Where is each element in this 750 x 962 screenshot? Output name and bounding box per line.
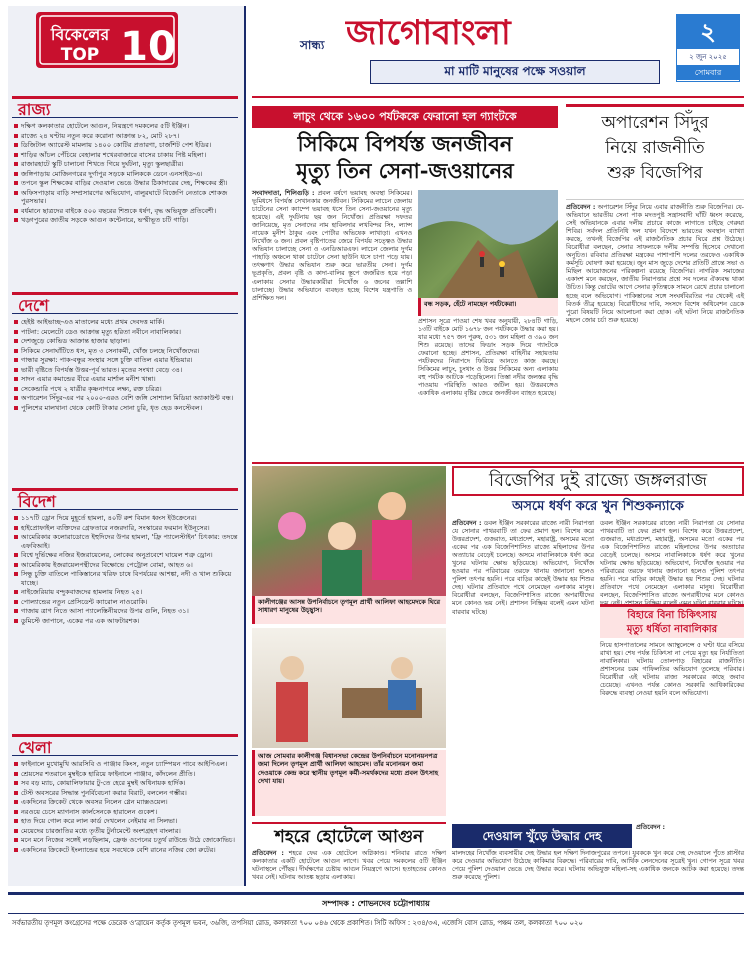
lead-headline-line2: মৃত্যু তিন সেনা-জওয়ানের [296, 158, 514, 183]
news-item: মনে মনে নিজের সঙ্গেই লড়ছিলাম, ফ্রেঞ্চ ওপেনের চতুর্থ রাউন্ডে উঠে জোকোভিচ। [14, 836, 240, 845]
news-item: টেস্ট অবসরের সিদ্ধান্ত পুনর্বিবেচনা করার বিরাট, বললেন গম্ভীর। [14, 789, 240, 798]
news-item: শাড়ির আঁচল পেঁচিয়ে বেহালার শখেরবাজারে বাসের চাকায় পিষ্ট মহিলা। [14, 151, 240, 160]
news-item: পুলিশের মালখানা থেকে কোটি টাকার সোনা চুরি, ধৃত হেড কনস্টেবল। [14, 404, 240, 413]
news-item: ডিজিটাল অ্যারেস্ট মামলায় ১৪০০ কোটির প্রতারণা, চার্জশিট পেশ ইডির। [14, 141, 240, 150]
news-item: রাজারহাটে স্কুটি চালানো শিখতে গিয়ে দুর্ঘটনা, মৃত্যু স্কুলছাত্রীর। [14, 160, 240, 169]
date-block [676, 14, 740, 82]
news-item: সেকেন্ডারি পথে ২ যাত্রীর কৃষ্ণনাগরে লক্ষ্য, রক্ত চরিত্র। [14, 385, 240, 394]
oped-title-line2: নিয়ে রাজনীতি [605, 138, 705, 158]
hotel-byline: প্রতিবেদন : [252, 850, 284, 857]
nomination-photo [252, 628, 446, 748]
dewal-byline: প্রতিবেদন : [636, 824, 666, 831]
section-list-sports [14, 760, 240, 882]
issue-date: ২ জুন ২০২৫ [689, 53, 727, 61]
top10-number: 10 [120, 24, 176, 70]
news-item: নাইজেরিয়ায় বন্দুকবাজদের হামলায় নিহত ২৫। [14, 588, 240, 597]
news-item: ১১৭টি ড্রোন দিয়ে মুহূর্তে হামলা, ৪০টি রুশ বিমান ধ্বংস ইউক্রেনের। [14, 514, 240, 523]
news-item: আমেরিকার কলোরাডোতে ইহুদিদের উপর হামলা, 'ফ্রি প্যালেস্টাইন' চিৎকার: তদন্তে এফবিআই। [14, 533, 240, 550]
bjp-headline: বিজেপির দুই রাজ্যে জঙ্গলরাজ [452, 466, 744, 496]
lead-byline: সংবাদদাতা, শিলিগুড়ি : [252, 190, 315, 197]
section-title-world: বিদেশ [12, 488, 238, 510]
page-number: ২ [677, 15, 739, 49]
news-item: একদিনের ক্রিকেটে ইংল্যান্ডের হয়ে সবথেকে বেশি রানের নজির জো রুটের। [14, 846, 240, 855]
editor-name: শোভনদেব চট্টোপাধ্যায় [357, 899, 430, 908]
office-photo-icon [252, 628, 446, 748]
top10-badge [32, 8, 182, 72]
news-item: হেইষ্ট আইভাচ্ছ-এও মাতালের মধ্যে প্রথম দেবদত্ত মার্কি। [14, 318, 240, 327]
oped-byline: প্রতিবেদন : [566, 204, 596, 211]
news-item: জঙ্গিপাড়ায় মোজিনগরের দুর্গাপুর সড়কে মালিককে ডেনে এনসাইড-এ। [14, 170, 240, 179]
news-item: হাইপ্রোফাইল ব্যক্তিদের গ্রেফতারে নজরদারি, সংস্কারের ফরমান ইউনূসের। [14, 524, 240, 533]
news-item: ডুমিস্টে জাপানে, একের পর এক আফটারশক। [14, 617, 240, 626]
news-item: সাদন এয়ার কমান্ডের বীরে এয়ার মার্শাল মনীশ খান্না। [14, 375, 240, 384]
news-item: পোল্যান্ডের নতুন প্রেসিডেন্ট ক্যারোল নাওরোকি। [14, 598, 240, 607]
news-item: সব বড় ম্যাচ, কোয়ালিফায়ার টু-তে হেরে মুম্বই অধিনায়ক হার্দিক। [14, 779, 240, 788]
section-list-world [14, 514, 240, 728]
editor-label: সম্পাদক : [322, 899, 355, 908]
dewal-headline: দেওয়াল খুঁড়ে উদ্ধার দেহ [452, 824, 632, 848]
landslide-photo-icon [418, 190, 558, 298]
news-item: শ্রেয়সের শতরানে মুম্বইকে হারিয়ে ফাইনালে পাঞ্জাব, কাঁদলেন প্রীতি। [14, 770, 240, 779]
masthead-prefix: সান্ধ্য [300, 38, 325, 52]
section-list-national [14, 318, 240, 480]
oped-title-line3: শুরু বিজেপির [607, 163, 703, 183]
footer [8, 892, 744, 956]
news-item: একদিনের ক্রিকেট থেকে অবসর নিলেন গ্লেন ম্যাক্সওয়েল। [14, 798, 240, 807]
dewal-intro [636, 824, 744, 850]
bihar-body: নিয়ে হাসপাতালের সামনে অ্যাম্বুলেন্সে ৫ ঘণ্টা ধরে বসিয়ে রাখা হয়। শেষ পর্যন্ত চিকিৎসা না পেয়ে মৃত্যু হয় নির্যাতিতা নাবালিকার। ঘটনায় তোলপাড় বিহারের রাজনীতি। প্রশাসনের চরম গাফিলতির অভিযোগ তুলেছে পরিবার। বিরোধীরা এই ঘটনায় রাজ্য সরকারের কাছে জবাব চেয়েছে। এখনও পর্যন্ত কোনও সরকারি আধিকারিকের বিরুদ্ধে ব্যবস্থা নেওয়া হয়নি বলে অভিযোগ। [600, 642, 744, 698]
section-title-national: দেশে [12, 292, 238, 314]
oped-title [566, 104, 744, 200]
news-item: গান্ধার সুরক্ষা: পাক-বন্ধুর সংস্থার সঙ্গে চুক্তি বাতিল এয়ার ইন্ডিয়ার। [14, 356, 240, 365]
lead-photo [418, 190, 558, 298]
bihar-subtitle: মৃত্যু ধর্ষিতা নাবালিকার [626, 624, 718, 635]
news-item: গাজায় ত্রাণ নিতে আসা প্যালেস্তিনীয়দের উপর গুলি, নিহত ৩১। [14, 607, 240, 616]
section-title-state: রাজ্য [12, 96, 238, 118]
news-item: অপারেশন সিঁদুর-এর পর ২০০০-এরও বেশি জঙ্গি সোশ্যাল মিডিয়া অ্যাকাউন্ট বন্ধ। [14, 394, 240, 403]
imprint-line: সর্বভারতীয় তৃণমূল কংগ্রেসের পক্ষে ডেরেক ও'ব্রায়েন কর্তৃক তৃণমূল ভবন, ৩৬জি, তপসিয়া রোড, কলকাতা ৭০০ ০৪৬ থেকে প্রকাশিত। সিটি অফিস : ২৩৪/৩এ, এজেসি বোস রোড, পঞ্চম তল, কলকাতা ৭০০ ০২০ [8, 913, 744, 933]
issue-day: সোমবার [677, 65, 739, 80]
bjp-body-text: ডবল ইঞ্জিন সরকারের রাজ্যে নারী নিরাপত্তা যে সোনার পাথরবাটি তা ফের প্রমাণ হল। বিশেষ করে উত্তরপ্রদেশ, গুজরাত, মধ্যপ্রদেশ, মহারাষ্ট্র, অসমের মতো একের পর এক বিজেপিশাসিত রাজ্যে মহিলাদের উপর অত্যাচার বেড়েই চলেছে। অসমে নাবালিকাকে ধর্ষণ করে খুনের ঘটনায় ক্ষোভ ছড়িয়েছে। অভিযোগ, নিখোঁজ হওয়ার পর পরিবারের তরফে থানায় জানানো হলেও পুলিশ তৎপর হয়নি। পরে বাড়ির কাছেই উদ্ধার হয় শিশুর দেহ। ঘটনার প্রতিবাদে পথে নেমেছেন এলাকার মানুষ। বিরোধীরা বলছেন, বিজেপিশাসিত রাজ্যে অপরাধীদের মনে কোনও ভয় নেই। প্রশাসন নিষ্ক্রিয় বলেই এমন ঘটনা বারবার ঘটছে। [452, 520, 594, 616]
news-item: ফাইনালে মুখোমুখি আরসিবি ও পাঞ্জাব কিংস, নতুন চ্যাম্পিয়ন পাবে আইপিএল। [14, 760, 240, 769]
top10-line2: TOP [60, 45, 100, 65]
news-item: রাজ্যে ২৪ ঘণ্টায় নতুন করে করোনা আক্রান্ত ৮২, মোট ২৮৭। [14, 132, 240, 141]
news-item: সিন্ধু চুক্তি বাতিলে পাকিস্তানের খরিফ চাষে বিপর্যয়ের আশঙ্কা, নদী ও খাল শুকিয়ে যাচ্ছে। [14, 570, 240, 587]
campaign-photo-caption: কালীগঞ্জের আসন্ন উপনির্বাচনে তৃণমূল প্রার্থী আলিফা আহমেদকে ঘিরে সাধারণ মানুষের উচ্ছ্বাস। [252, 596, 446, 624]
bihar-title: বিহারে বিনা চিকিৎসায় [627, 610, 717, 621]
bjp-byline: প্রতিবেদন : [452, 520, 482, 527]
news-item: মেয়েদের চারজাতির মধ্যে তৃতীয় টুর্নামেন্টে অংশগ্রহণ বাংলার। [14, 827, 240, 836]
lead-body1: প্রবল বর্ষণে ভয়াবহ অবস্থা সিকিমের। ভূমিধসে বিপর্যস্ত সেখানকার জনজীবন। সিকিমের লাচেন জেলায় চাটেনের সেনা ক্যাম্পে ভয়াবহ ধসে তিন সেনা-জওয়ানের মৃত্যু হয়েছে। এই দুর্ঘটনায় ছয় জন নিখোঁজ। প্রতিরক্ষা দফতর জানিয়েছে, মৃত সেনাদের নাম হাবিলদার লখবিন্দর সিং, ল্যান্স নায়েক মুনীশ ঠাকুর এবং পোর্টার অভিষেক লাখাড়া। এখনও নিখোঁজ ৬ জন। প্রবল বৃষ্টিপাতের জেরে বিপর্যয় সত্ত্বেও উদ্ধার অভিযান চালাচ্ছে সেনা ও এনডিআরএফ। লাচেন জেলার দুর্গম পাহাড়ি অঞ্চলে থাকা চাটেনে সেনা ছাউনি ধসে চাপা পড়ে যায়। তৎক্ষণাৎ উদ্ধার অভিযান শুরু করে ভারতীয় সেনা। দুর্গম ভূপ্রকৃতি, প্রবল বৃষ্টি ও কাদা-বালির স্তূপে জর্জরিত হয়ে পড়া এলাকায় সেনার উদ্ধারকারীরা নিখোঁজ ৬ জনের তল্লাশি চালাচ্ছে। উদ্ধার অভিযানে ব্যবহৃত হচ্ছে বিশেষ যন্ত্রপাতি ও প্রশিক্ষিত দল। [252, 190, 412, 302]
news-item: পাটনা: মেলেটো ডেও আক্রান্ত মৃত্যু হরিতা নবীনে নাবালিকার। [14, 328, 240, 337]
hotel-body [252, 850, 446, 888]
news-item: দেশজুড়ে কোভিড আক্রান্ত হাজার ছাড়াল। [14, 337, 240, 346]
bjp-subheadline: অসমে ধর্ষণ করে খুন শিশুকন্যাকে [512, 499, 684, 514]
news-item: অফিসপাড়ায় বাড়ি সম্প্রসারণের অভিযোগ, বালুরঘাটে বিজেপি নেতাকে শোকজ পুরসভার। [14, 189, 240, 206]
bjp-body-col2: ডবল ইঞ্জিন সরকারের রাজ্যে নারী নিরাপত্তা যে সোনার পাথরবাটি তা ফের প্রমাণ হল। বিশেষ করে উত্তরপ্রদেশ, গুজরাত, মধ্যপ্রদেশ, মহারাষ্ট্র, অসমের মতো একের পর এক বিজেপিশাসিত রাজ্যে মহিলাদের উপর অত্যাচার বেড়েই চলেছে। অসমে নাবালিকাকে ধর্ষণ করে খুনের ঘটনায় ক্ষোভ ছড়িয়েছে। অভিযোগ, নিখোঁজ হওয়ার পর পরিবারের তরফে থানায় জানানো হলেও পুলিশ তৎপর হয়নি। পরে বাড়ির কাছেই উদ্ধার হয় শিশুর দেহ। ঘটনার প্রতিবাদে পথে নেমেছেন এলাকার মানুষ। বিরোধীরা বলছেন, বিজেপিশাসিত রাজ্যে অপরাধীদের মনে কোনও [600, 520, 744, 600]
nomination-photo-caption: আজ সোমবার কালীগঞ্জ বিধানসভা কেন্দ্রের উপনির্বাচনে মনোনয়নপত্র জমা দিলেন তৃণমূল প্রার্থী আলিফা আহমেদ। তাঁর মনোনয়ন জমা দেওয়াকে কেন্দ্র করে স্থানীয় তৃণমূল কর্মী-সমর্থকদের মধ্যে প্রবল উৎসাহ দেখা যায়। [252, 750, 446, 816]
news-item: ভারী বৃষ্টিতে বিপর্যস্ত উত্তর-পূর্ব ভারত। মৃতের সংখ্যা বেড়ে ৩৪। [14, 366, 240, 375]
news-item: বর্ধমানে ছাত্রদের বাইকে ৫০০ বছরের শিশুকে ধর্ষণ, বৃদ্ধ অভিযুক্ত প্রতিবেশী। [14, 207, 240, 216]
news-item: তপনে স্কুল শিক্ষকের বাড়ির দেওয়াল ভেঙে উদ্ধার ঠিকাদারের দেহ, শিক্ষকের স্ত্রী। [14, 179, 240, 188]
news-item: আমেরিকায় ইজরায়েলপন্থীদের বিক্ষোভে পেট্রোল বোমা, আহত ৬। [14, 561, 240, 570]
top10-line1: বিকেলের [50, 25, 110, 44]
lead-body-col2: প্রশাসন সূত্রে পাওয়া শেষ খবর অনুযায়ী, ২৮৪টি গাড়ি, ১৩টি বাইকে মোট ১৬৭৮ জন পর্যটককে উদ্ধার করা হয়। যার মধ্যে ৭৫৭ জন পুরুষ, ৫৩১ জন মহিলা ও ৩৯০ জন শিশু রয়েছে। তাদের ফিডাং সড়ক দিয়ে গ্যাংটকে ফেরানো হচ্ছে। প্রশাসন, প্রতিরক্ষা বাহিনীর সহায়তায় পর্যটকদের নিরাপদে ফিরিয়ে আনতে কাজ করছে। সিকিমের লাচুং, চুংথাং ও উত্তর সিকিমের অন্য এলাকায় বহু পর্যটক আটকে পড়েছিলেন। তিস্তা নদীর জলস্তর বৃদ্ধি পাওয়ায় পরিস্থিতি আরও জটিল হয়। উত্তরবঙ্গেও একাধিক এলাকায় বৃষ্টির জেরে জনজীবন ব্যাহত হয়েছে। [418, 318, 558, 398]
editor-line [8, 895, 744, 909]
news-sidebar [8, 6, 246, 886]
hotel-headline: শহরে হোটেলে আগুন [252, 822, 446, 848]
crowd-photo-icon [252, 466, 446, 596]
lead-photo-caption: বন্ধ সড়ক, হেঁটে নামছেন পর্যটকেরা। [418, 298, 558, 316]
news-item: খড়্গপুরের জাতীয় সড়কে আগুন কন্টেনারে, ভস্মীভূত চটি গাড়ি। [14, 216, 240, 225]
section-divider [252, 462, 744, 464]
lead-body-col1 [252, 190, 412, 458]
oped-body [566, 204, 744, 458]
news-item: বিশ্বে দুর্ভিক্ষের নজির ইজরায়েলের, লোকের অনুপ্রবেশে ঘায়েল শত্রু ড্রোন। [14, 551, 240, 560]
lead-headline [252, 130, 558, 186]
lead-kicker: লাচুং থেকে ১৬০০ পর্যটককে ফেরানো হল গ্যাংটকে [252, 106, 558, 128]
bjp-body [452, 520, 594, 816]
masthead-tagline: মা মাটি মানুষের পক্ষে সওয়াল [370, 60, 660, 84]
news-item: হাত দিয়ে গোল করে লাল কার্ড দেখলেন নেইমার না সিলভা। [14, 817, 240, 826]
section-list-state [14, 122, 240, 286]
bihar-headline [600, 604, 744, 638]
hotel-body-text: শহরে ফের এক হোটেলে অগ্নিকাণ্ড। শনিবার রাতে দক্ষিণ কলকাতার একটি হোটেলে আগুন লাগে। খবর পেয়ে দমকলের ৫টি ইঞ্জিন ঘটনাস্থলে পৌঁছয়। দীর্ঘক্ষণের চেষ্টায় আগুন নিয়ন্ত্রণে আসে। হতাহতের কোনও খবর নেই। ঘটনায় আতঙ্ক ছড়ায় এলাকায়। [252, 850, 446, 882]
masthead-title: জাগোবাংলা [346, 13, 511, 53]
oped-body-text: অপারেশন সিঁদুর নিয়ে এবার রাজনীতি শুরু বিজেপির। যে-অভিযানে ভারতীয় সেনা পাক মদতপুষ্ট সন্ত্রাসবাদী ঘাঁটি ধ্বংস করেছে, সেই অভিযানকে এবার দলীয় প্রচারে কাজে লাগাতে চাইছে গেরুয়া শিবির। সর্বদল প্রতিনিধি দল যখন বিদেশে ভারতের অবস্থান ব্যাখ্যা করছে, তখনই বিজেপির এই রাজনৈতিক প্রচার ঘিরে প্রশ্ন উঠেছে। বিরোধীরা বলছেন, সেনার সাফল্যকে দলীয় সম্পত্তি হিসেবে দেখানো অনুচিত। রবিবার প্রতিরক্ষা মন্ত্রকের পাশাপাশি দলের তরফেও একাধিক কর্মসূচি ঘোষণা করা হয়েছে। জুন মাস জুড়ে দেশের প্রতিটি প্রান্তে সভা ও মিছিল আয়োজনের পরিকল্পনা রয়েছে বিজেপির। নাগরিক সমাজের একাংশ মনে করছেন, জাতীয় নিরাপত্তার প্রশ্নে সব দলের ঐক্যবদ্ধ থাকা উচিত। কিন্তু ভোটের আগে সেনার কৃতিত্বকে সামনে রেখে প্রচার চালানো হচ্ছে বলে অভিযোগ। পাকিস্তানের সঙ্গে সংঘর্ষবিরতির পর থেকেই এই বিতর্ক তীব্র হয়েছে। বিরোধীদের দাবি, সংসদে বিশেষ অধিবেশন ডেকে পুরো বিষয়টি নিয়ে আলোচনা করা হোক। এই ঘটনা নিয়ে রাজনৈতিক মহলে জোর চর্চা শুরু হয়েছে। [566, 204, 744, 324]
masthead-divider [252, 96, 744, 98]
campaign-photo [252, 466, 446, 596]
news-item: নরওয়ে চেসে ম্যাগনাস কার্লসেনকে হারালেন গুকেশ। [14, 808, 240, 817]
section-title-sports: খেলা [12, 734, 238, 756]
lead-headline-line1: সিকিমে বিপর্যস্ত জনজীবন [297, 131, 513, 156]
news-item: সিকিমে সেনাঘাঁটিতে ধস, মৃত ৩ সেনাকর্মী, খোঁজ চলছে নিখোঁজদের। [14, 347, 240, 356]
news-item: দক্ষিণ কলকাতার হোটেলে আগুন, নিয়ন্ত্রণে দমকলের ৫টি ইঞ্জিন। [14, 122, 240, 131]
dewal-body: মালদহের নিখোঁজ ব্যবসায়ীর দেহ উদ্ধার হল দক্ষিণ দিনাজপুরের তপনে। যুবককে খুন করে দেহ দেওয়ালে পুঁতে প্লাস্টার করে দেওয়ার অভিযোগ উঠেছে কাকিমার বিরুদ্ধে। পরিবারের দাবি, আর্থিক লেনদেনের সূত্রেই খুন। গোপন সূত্রে খবর পেয়ে পুলিশ দেওয়াল ভেঙে দেহ উদ্ধার করে। ঘটনায় অভিযুক্ত মহিলা-সহ একাধিক জনকে আটক করা হয়েছে। তদন্ত শুরু করেছে পুলিশ। [452, 850, 744, 882]
oped-title-line1: অপারেশন সিঁদুর [601, 113, 709, 133]
